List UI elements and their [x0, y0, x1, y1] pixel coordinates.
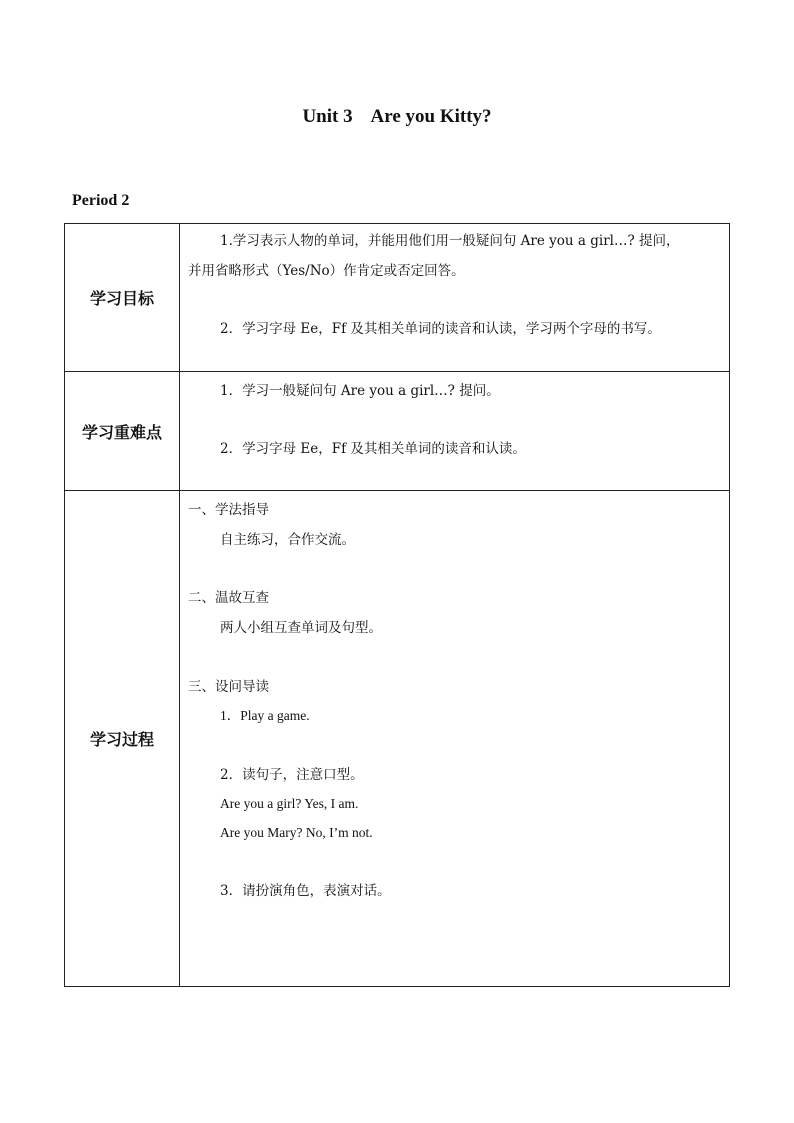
row-label-process: 学习过程	[65, 491, 180, 987]
process-content	[180, 491, 730, 987]
row-label-objectives: 学习目标	[65, 224, 180, 372]
objectives-content	[180, 224, 730, 372]
process-heading-3: 三、设问导读	[188, 679, 269, 695]
document-title: Unit 3 Are you Kitty?	[302, 106, 492, 127]
process-line: 两人小组互查单词及句型。	[220, 620, 382, 636]
process-line: 自主练习，合作交流。	[220, 532, 355, 548]
key-points-content	[180, 372, 730, 491]
objective-line-2: 并用省略形式（Yes/No）作肯定或否定回答。	[188, 263, 465, 279]
process-line: 2．读句子，注意口型。	[220, 767, 364, 783]
process-heading-2: 二、温故互查	[188, 590, 269, 606]
key-point-line-2: 2．学习字母 Ee，Ff 及其相关单词的读音和认读。	[220, 441, 526, 457]
table-row	[65, 372, 730, 491]
lesson-plan-table	[64, 223, 730, 987]
objective-line-1: 1.学习表示人物的单词，并能用他们用一般疑问句 Are you a girl…? 提问，	[220, 233, 680, 249]
process-line: 3．请扮演角色，表演对话。	[220, 883, 391, 899]
key-point-line-1: 1．学习一般疑问句 Are you a girl…? 提问。	[220, 383, 500, 399]
objective-line-3: 2．学习字母 Ee，Ff 及其相关单词的读音和认读，学习两个字母的书写。	[220, 321, 661, 337]
table-row	[65, 224, 730, 372]
row-label-key-points: 学习重难点	[65, 372, 180, 491]
process-heading-1: 一、学法指导	[188, 502, 269, 518]
process-line: 1．Play a game.	[220, 708, 310, 723]
process-line: Are you Mary? No, I’m not.	[220, 825, 373, 840]
process-line: Are you a girl? Yes, I am.	[220, 796, 359, 811]
table-row	[65, 491, 730, 987]
period-label: Period 2	[72, 192, 130, 209]
